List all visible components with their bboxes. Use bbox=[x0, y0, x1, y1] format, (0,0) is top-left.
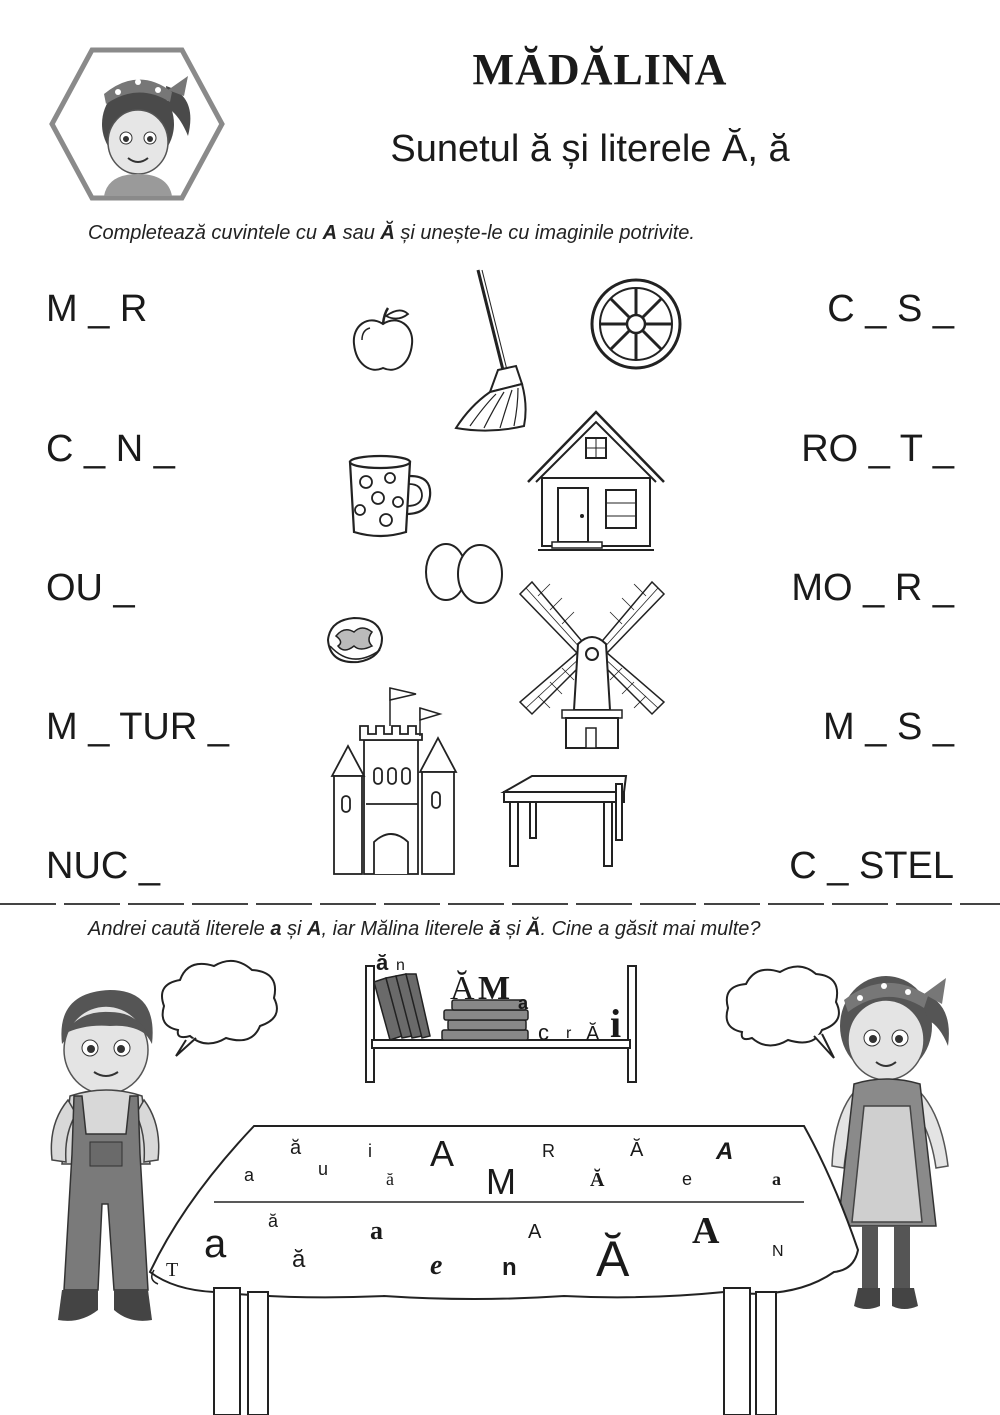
instruction-letter: a bbox=[270, 918, 282, 940]
shelf-letter[interactable]: a bbox=[518, 993, 529, 1013]
shelf-letter[interactable]: n bbox=[396, 957, 405, 974]
table-letter[interactable]: T bbox=[166, 1259, 179, 1281]
table-letter[interactable]: a bbox=[370, 1216, 383, 1245]
instruction-text: Andrei caută literele bbox=[88, 918, 271, 940]
girl-avatar-badge bbox=[48, 46, 226, 202]
instruction-letter: ă bbox=[489, 918, 501, 940]
page-title: MĂDĂLINA bbox=[472, 45, 728, 94]
shelf-letter[interactable]: ă bbox=[376, 950, 389, 975]
table-letter[interactable]: e bbox=[430, 1250, 443, 1281]
wheel-icon[interactable] bbox=[588, 276, 684, 372]
right-word-4[interactable]: M _ S _ bbox=[823, 706, 954, 748]
instruction-text: . Cine a găsit mai multe? bbox=[540, 918, 761, 940]
instruction-letter: A bbox=[307, 918, 322, 940]
shelf-letter[interactable]: Ă bbox=[450, 970, 475, 1007]
table-letter[interactable]: a bbox=[244, 1165, 255, 1185]
table-letter[interactable]: N bbox=[772, 1243, 784, 1260]
table-letter[interactable]: Ă bbox=[590, 1169, 605, 1191]
table-letter[interactable]: n bbox=[502, 1254, 517, 1281]
right-word-3[interactable]: MO _ R _ bbox=[791, 567, 954, 609]
instruction-text: , iar Mălina literele bbox=[321, 918, 490, 940]
apple-icon[interactable] bbox=[348, 306, 418, 376]
instruction-letter: Ă bbox=[380, 222, 395, 244]
shelf-letter[interactable]: r bbox=[566, 1025, 572, 1042]
instruction-letter: A bbox=[322, 222, 338, 244]
broom-icon[interactable] bbox=[450, 266, 530, 436]
left-word-5[interactable]: NUC _ bbox=[46, 845, 161, 887]
left-word-3[interactable]: OU _ bbox=[46, 567, 135, 609]
shelf-letter[interactable]: i bbox=[610, 1001, 622, 1046]
instruction-text: și unește-le cu imaginile potrivite. bbox=[394, 222, 695, 244]
instruction-text: Completează cuvintele cu bbox=[88, 222, 323, 244]
table-letter[interactable]: a bbox=[772, 1169, 781, 1189]
instruction-text: sau bbox=[337, 222, 381, 244]
section-separator bbox=[0, 903, 1000, 905]
page-subtitle: Sunetul ă și literele Ă, ă bbox=[390, 128, 790, 170]
table-letter[interactable]: Ă bbox=[596, 1231, 630, 1287]
table-letter[interactable]: R bbox=[542, 1141, 555, 1161]
shelf-letter[interactable]: M bbox=[478, 970, 511, 1007]
instruction-text: și bbox=[281, 918, 308, 940]
table-letter[interactable]: ă bbox=[292, 1246, 306, 1273]
table-letter[interactable]: Ă bbox=[630, 1139, 644, 1161]
left-word-2[interactable]: C _ N _ bbox=[46, 428, 175, 470]
table-letter[interactable]: i bbox=[368, 1141, 372, 1161]
table-letter[interactable]: M bbox=[486, 1161, 516, 1202]
windmill-icon[interactable] bbox=[516, 574, 668, 750]
mug-icon[interactable] bbox=[346, 452, 436, 542]
castle-icon[interactable] bbox=[324, 686, 460, 878]
instruction-letter: Ă bbox=[526, 918, 541, 940]
eggs-icon[interactable] bbox=[422, 538, 506, 606]
right-word-2[interactable]: RO _ T _ bbox=[801, 428, 954, 470]
table-letter[interactable]: ă bbox=[268, 1211, 279, 1231]
shelf-letter[interactable]: Ă bbox=[586, 1023, 600, 1045]
table-icon[interactable] bbox=[500, 772, 630, 868]
shelf-letter[interactable]: c bbox=[538, 1020, 549, 1045]
table-letter[interactable]: ă bbox=[386, 1169, 394, 1189]
table-letter[interactable]: a bbox=[204, 1222, 227, 1266]
house-icon[interactable] bbox=[526, 408, 666, 552]
table-letter[interactable]: u bbox=[318, 1159, 329, 1179]
table-letter[interactable]: A bbox=[692, 1210, 720, 1252]
table-letter[interactable]: A bbox=[716, 1138, 734, 1165]
left-word-1[interactable]: M _ R bbox=[46, 288, 148, 330]
table-letter[interactable]: e bbox=[682, 1169, 693, 1189]
right-word-1[interactable]: C _ S _ bbox=[827, 288, 954, 330]
walnut-icon[interactable] bbox=[322, 612, 386, 668]
table-letter[interactable]: ă bbox=[290, 1137, 302, 1159]
right-word-5[interactable]: C _ STEL bbox=[789, 845, 954, 887]
exercise1-instruction bbox=[88, 222, 695, 245]
table-letter[interactable]: A bbox=[528, 1221, 542, 1243]
left-word-4[interactable]: M _ TUR _ bbox=[46, 706, 230, 748]
boy-thought-cloud[interactable] bbox=[156, 956, 284, 1062]
exercise2-instruction bbox=[88, 918, 761, 941]
table-letter[interactable]: A bbox=[430, 1133, 455, 1174]
instruction-text: și bbox=[500, 918, 526, 940]
